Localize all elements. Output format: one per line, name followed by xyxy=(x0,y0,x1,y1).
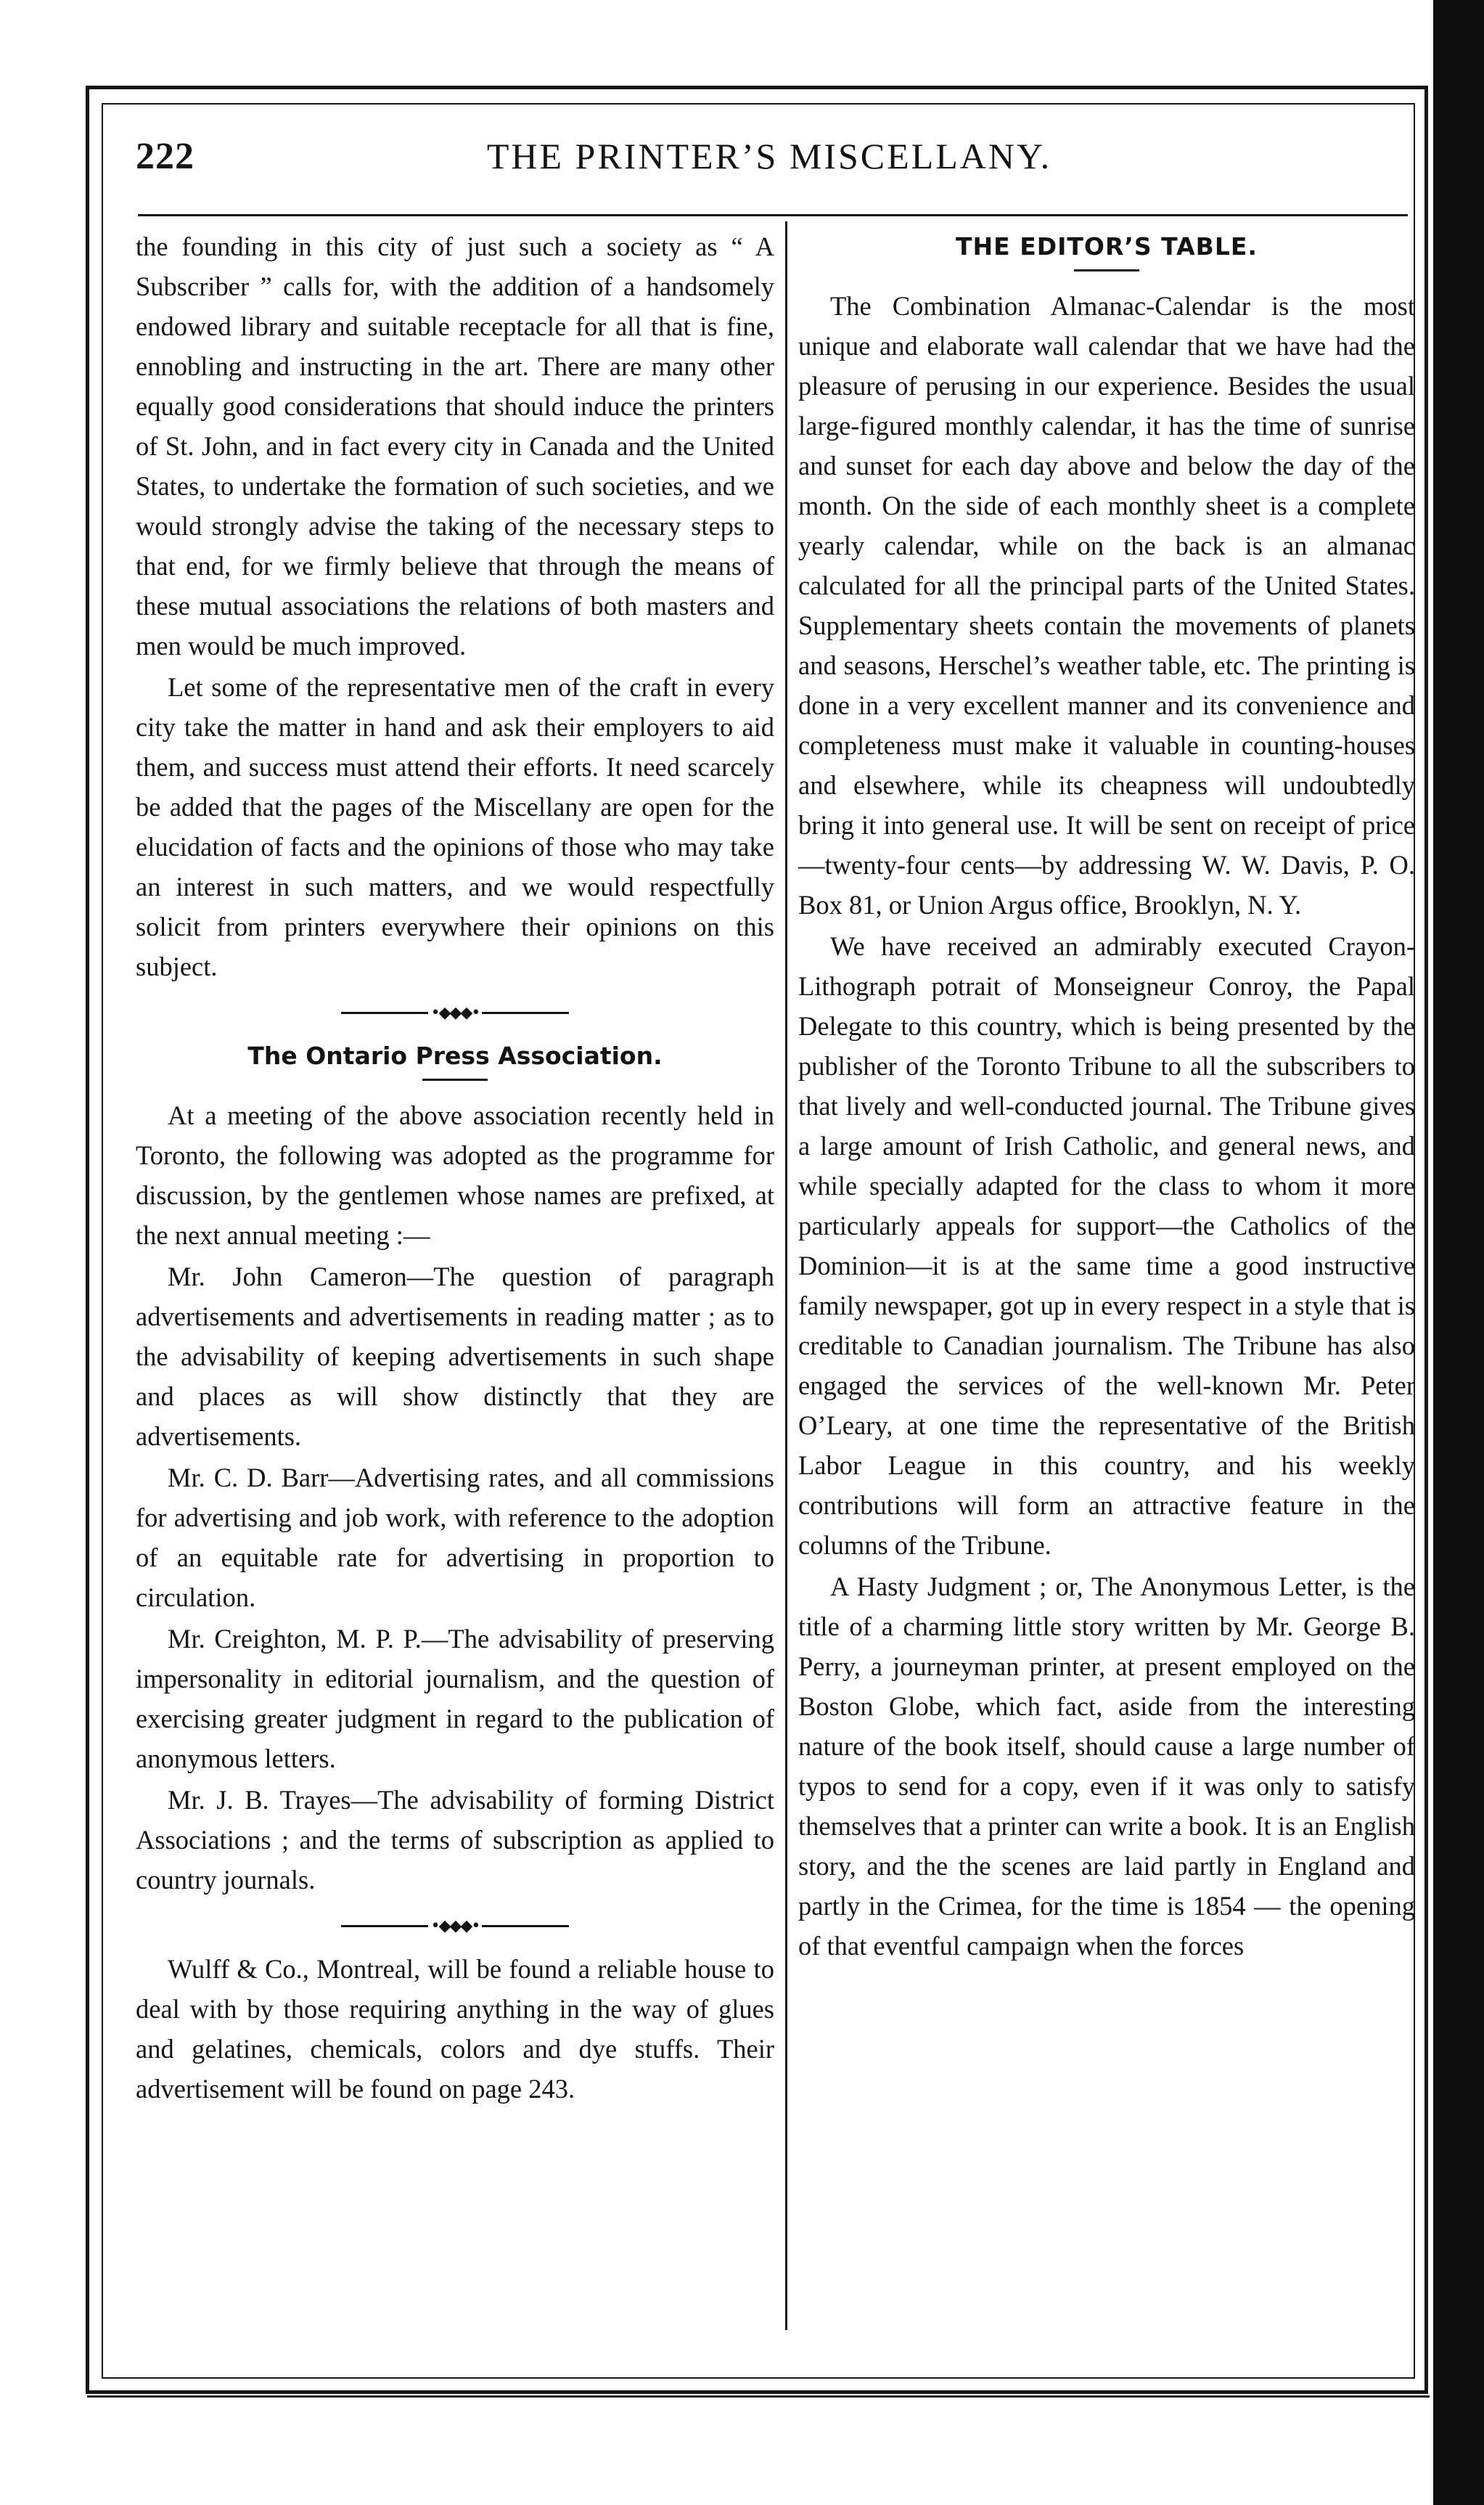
ornament-line xyxy=(341,1012,428,1014)
paragraph: The Combination Almanac-Calendar is the most unique and elaborate wall calendar that we have had the pleasure of perusing in our experience. Besides the usual large-figured monthly calendar, it has the time of sunrise and sunset for each day above and below the day of the month. On the side of each monthly sheet is a complete yearly calendar, while on the back is an almanac calculated for all the principal parts of the United States. Supplementary sheets contain the movements of planets and seasons, Herschel’s weather table, etc. The printing is done in a very excellent manner and its convenience and completeness must make it valuable in counting-houses and elsewhere, while its cheapness will undoubtedly bring it into general use. It will be sent on receipt of price —twenty-four cents—by addressing W. W. Davis, P. O. Box 81, or Union Argus office, Brooklyn, N. Y. xyxy=(798,291,1415,920)
ornament-line xyxy=(482,1012,569,1014)
page-number: 222 xyxy=(136,136,194,177)
ornament-line xyxy=(341,1925,428,1927)
title-rule xyxy=(1074,269,1139,271)
header-rule xyxy=(138,214,1408,216)
ornament-divider xyxy=(136,1913,774,1939)
paragraph: Wulff & Co., Montreal, will be found a reliable house to deal with by those requiring anything in the way of glues and gelatines, chemicals, colors and dye stuffs. Their advertisement will be found on page 243. xyxy=(136,1954,774,2104)
paragraph: At a meeting of the above association recently held in Toronto, the following was adopted as the programme for discussion, by the gentlemen whose names are prefixed, at the next annual meeting :— xyxy=(136,1100,774,1250)
paragraph: Mr. J. B. Trayes—The advisability of forming District Associations ; and the terms of subscription as applied to country journals. xyxy=(136,1785,774,1895)
paragraph: We have received an admirably executed Crayon-Lithograph potrait of Monseigneur Conroy, the Papal Delegate to this country, which is being presented by the publisher of the Toronto Tribune to all the subscribers to that lively and well-conducted journal. The Tribune gives a large amount of Irish Catholic, and general news, and while specially adapted for the class to whom it more particularly appeals for support—the Catholics of the Dominion—it is at the same time a good instructive family newspaper, got up in every respect in a style that is creditable to Canadian journalism. The Tribune has also engaged the services of the well-known Mr. Peter O’Leary, at one time the representative of the British Labor League in this country, and his weekly contributions will form an attractive feature in the columns of the Tribune. xyxy=(798,931,1415,1560)
paragraph: Let some of the representative men of the craft in every city take the matter in hand and ask their employers to aid them, and success must attend their efforts. It need scarcely be added that the pages of the Miscellany are open for the elucidation of facts and the opinions of those who may take an interest in such matters, and we would respectfully solicit from printers everywhere their opinions on this subject. xyxy=(136,672,774,981)
paragraph: the founding in this city of just such a society as “ A Subscriber ” calls for, with the addition of a handsomely endowed library and suitable receptacle for all that is fine, ennobling and instructing in the art. There are many other equally good considerations that should induce the printers of St. John, and in fact every city in Canada and the United States, to undertake the formation of such societies, and we would strongly advise the taking of the necessary steps to that end, for we firmly believe that through the means of these mutual associations the relations of both masters and men would be much improved. xyxy=(136,232,774,661)
title-rule xyxy=(422,1079,488,1081)
left-column xyxy=(136,226,774,2109)
bottom-rule xyxy=(87,2395,1430,2398)
scan-edge-shadow xyxy=(1433,0,1484,2505)
paragraph: Mr. John Cameron—The question of paragraph advertisements and advertisements in reading matter ; as to the advisability of keeping advertisements in such shape and places as will show distinctly that they are advertisements. xyxy=(136,1262,774,1451)
paragraph: Mr. Creighton, M. P. P.—The advisability of preserving impersonality in editorial journalism, and the question of exercising greater judgment in regard to the publication of anonymous letters. xyxy=(136,1624,774,1773)
right-column xyxy=(798,226,1415,1966)
paragraph: Mr. C. D. Barr—Advertising rates, and all commissions for advertising and job work, with reference to the adoption of an equitable rate for advertising in proportion to circulation. xyxy=(136,1463,774,1612)
paragraph: A Hasty Judgment ; or, The Anonymous Letter, is the title of a charming little story written by Mr. George B. Perry, a journeyman printer, at present employed on the Boston Globe, which fact, aside from the interesting nature of the book itself, should cause a large number of typos to send for a copy, even if it was only to satisfy themselves that a printer can write a book. It is an English story, and the the scenes are laid partly in England and partly in the Crimea, for the time is 1854 — the opening of that eventful campaign when the forces xyxy=(798,1572,1415,1961)
section-title: THE EDITOR’S TABLE. xyxy=(956,232,1258,261)
ornament-line xyxy=(482,1925,569,1927)
running-title: THE PRINTER’S MISCELLANY. xyxy=(486,136,1052,176)
ornament-mark: •◆◆◆• xyxy=(430,1003,480,1022)
ornament-mark: •◆◆◆• xyxy=(430,1916,480,1935)
column-divider xyxy=(785,221,787,2330)
ornament-divider xyxy=(136,1000,774,1026)
page-header xyxy=(127,129,1411,187)
section-title: The Ontario Press Association. xyxy=(247,1042,663,1070)
